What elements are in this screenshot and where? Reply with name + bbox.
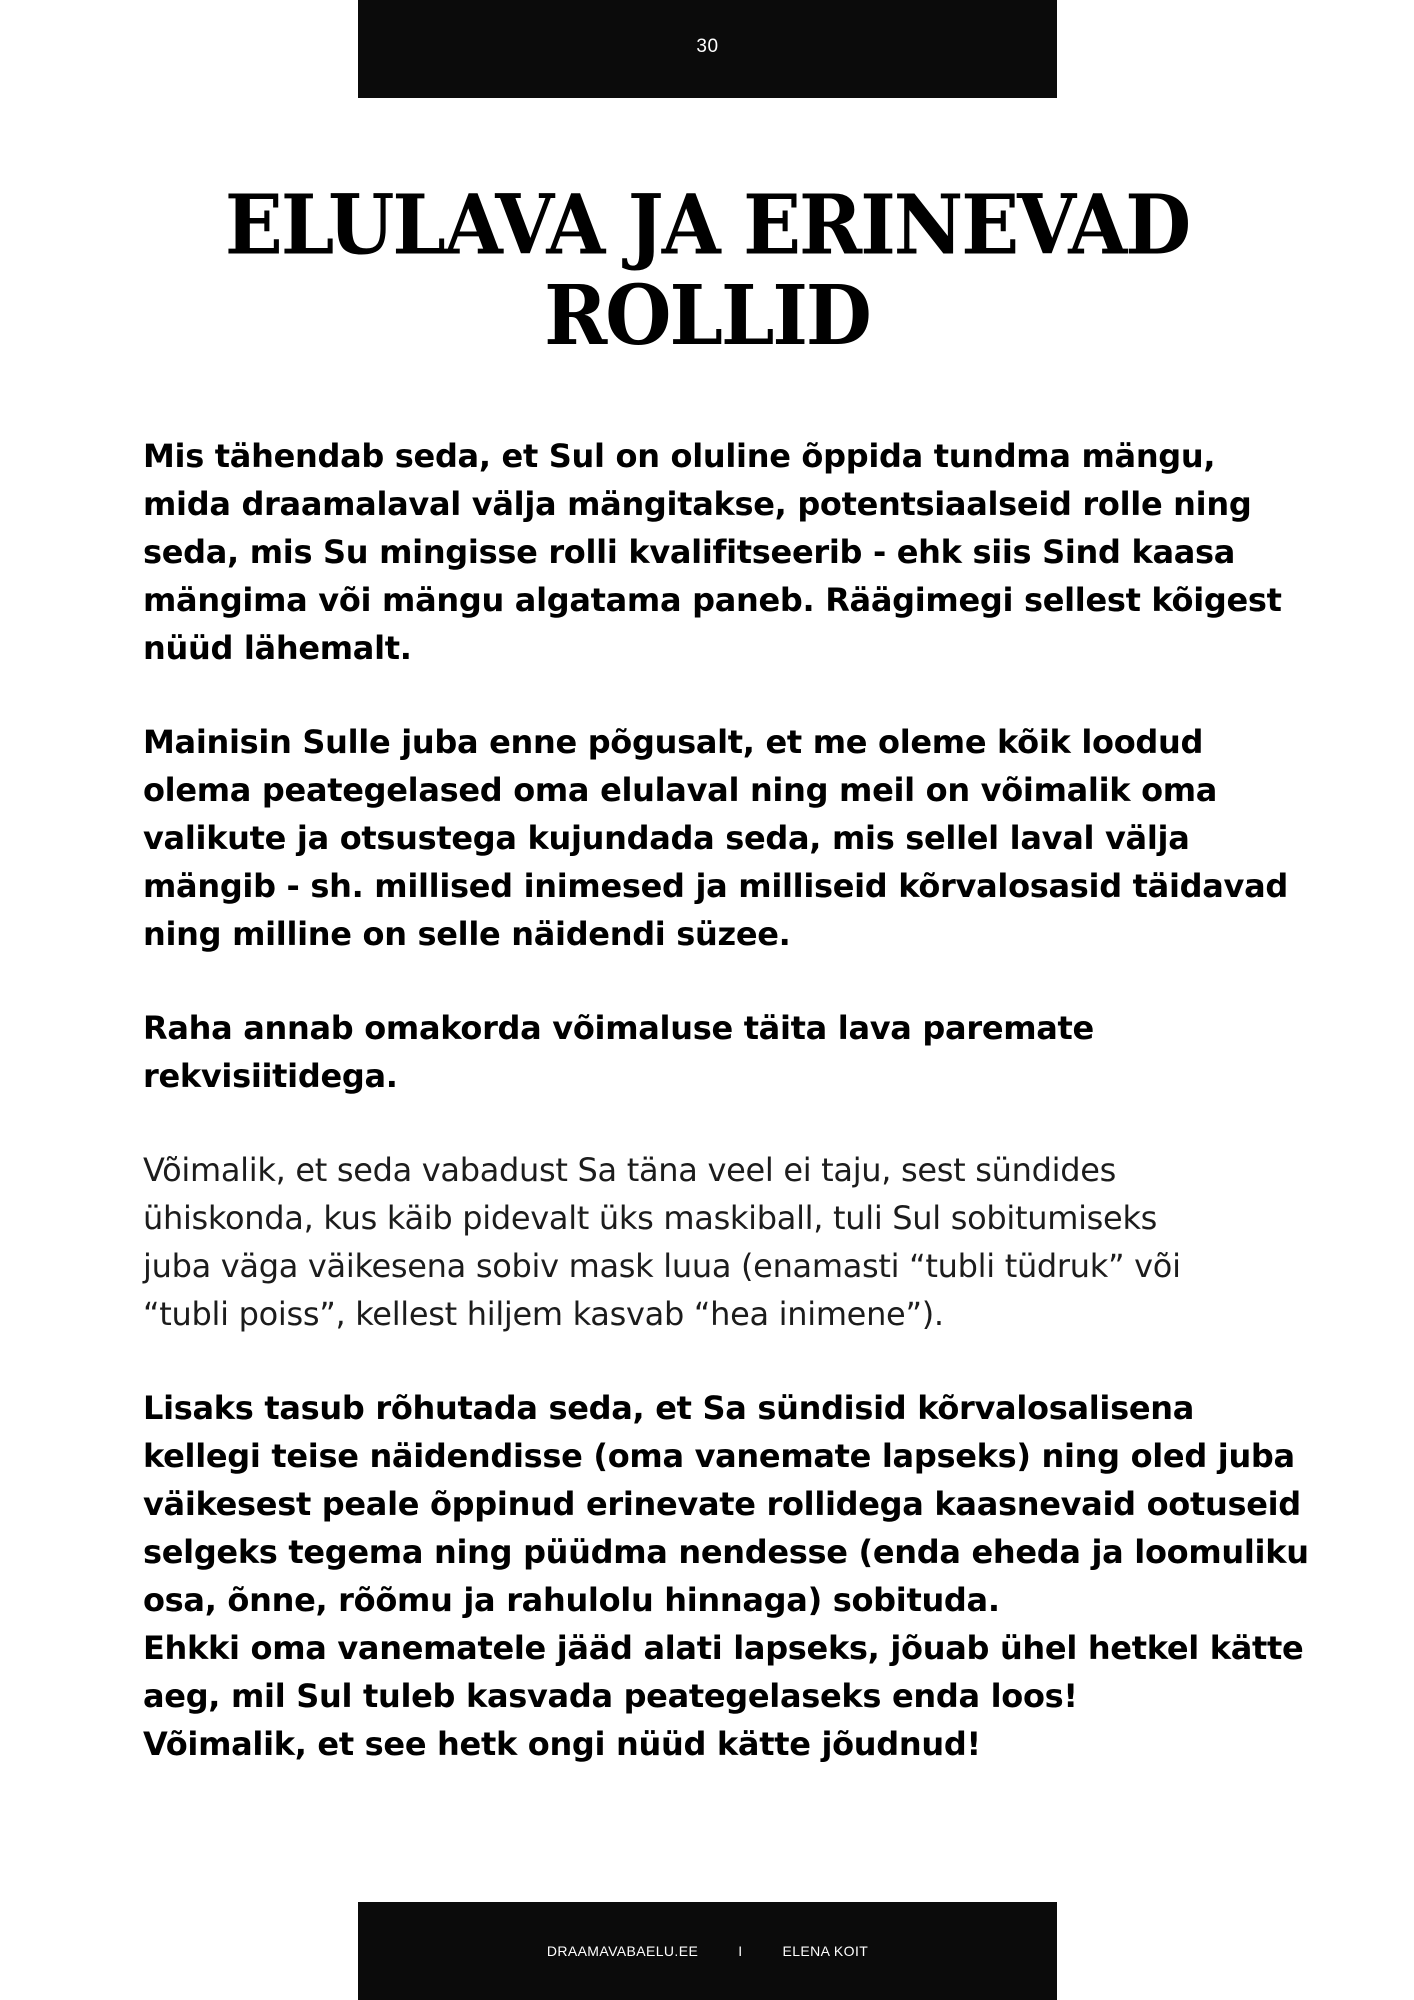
text-line: väikesest peale õppinud erinevate rollidega kaasnevaid ootuseid [143,1485,1301,1523]
text-line: Mis tähendab seda, et Sul on oluline õppida tundma mängu, [143,437,1216,475]
title-line-1: ELULAVA JA ERINEVAD [224,176,1190,273]
text-line: Võimalik, et seda vabadust Sa täna veel ei taju, sest sündides [143,1151,1116,1189]
text-line: valikute ja otsustega kujundada seda, mis sellel laval välja [143,819,1190,857]
text-line: Ehkki oma vanematele jääd alati lapseks, jõuab ühel hetkel kätte [143,1629,1304,1667]
text-line: olema peategelased oma elulaval ning meil on võimalik oma [143,771,1218,809]
paragraph-4 [143,1146,1283,1338]
text-line: Lisaks tasub rõhutada seda, et Sa sündisid kõrvalosalisena [143,1389,1195,1427]
text-line: rekvisiitidega. [143,1057,398,1095]
text-line: aeg, mil Sul tuleb kasvada peategelaseks enda loos! [143,1677,1078,1715]
text-line: mängima või mängu algatama paneb. Räägimegi sellest kõigest [143,581,1282,619]
text-line: “tubli poiss”, kellest hiljem kasvab “hea inimene”). [143,1295,944,1333]
paragraph-3 [143,1004,1283,1100]
body-text [143,432,1309,1814]
text-line: nüüd lähemalt. [143,629,412,667]
text-line: osa, õnne, rõõmu ja rahulolu hinnaga) sobituda. [143,1581,1000,1619]
page-title [0,176,1414,364]
text-line: ühiskonda, kus käib pidevalt üks maskiball, tuli Sul sobitumiseks [143,1199,1158,1237]
text-line: selgeks tegema ning püüdma nendesse (enda eheda ja loomuliku [143,1533,1309,1571]
title-line-2: ROLLID [544,267,870,364]
text-line: Mainisin Sulle juba enne põgusalt, et me oleme kõik loodud [143,723,1204,761]
text-line: mängib - sh. millised inimesed ja milliseid kõrvalosasid täidavad [143,867,1288,905]
header-bar [358,0,1057,98]
text-line: ning milline on selle näidendi süzee. [143,915,791,953]
paragraph-5 [143,1384,1309,1768]
text-line: Raha annab omakorda võimaluse täita lava paremate [143,1009,1094,1047]
text-line: mida draamalaval välja mängitakse, potentsiaalseid rolle ning [143,485,1252,523]
footer-separator: I [738,1943,743,1959]
text-line: seda, mis Su mingisse rolli kvalifitseerib - ehk siis Sind kaasa [143,533,1236,571]
footer-site: DRAAMAVABAELU.EE [546,1943,699,1959]
footer-author: ELENA KOIT [782,1943,869,1959]
page-number: 30 [696,36,719,57]
text-line: Võimalik, et see hetk ongi nüüd kätte jõudnud! [143,1725,981,1763]
footer-bar [358,1902,1057,2000]
paragraph-2 [143,718,1288,958]
text-line: kellegi teise näidendisse (oma vanemate lapseks) ning oled juba [143,1437,1295,1475]
text-line: juba väga väikesena sobiv mask luua (enamasti “tubli tüdruk” või [143,1247,1181,1285]
paragraph-1 [143,432,1283,672]
